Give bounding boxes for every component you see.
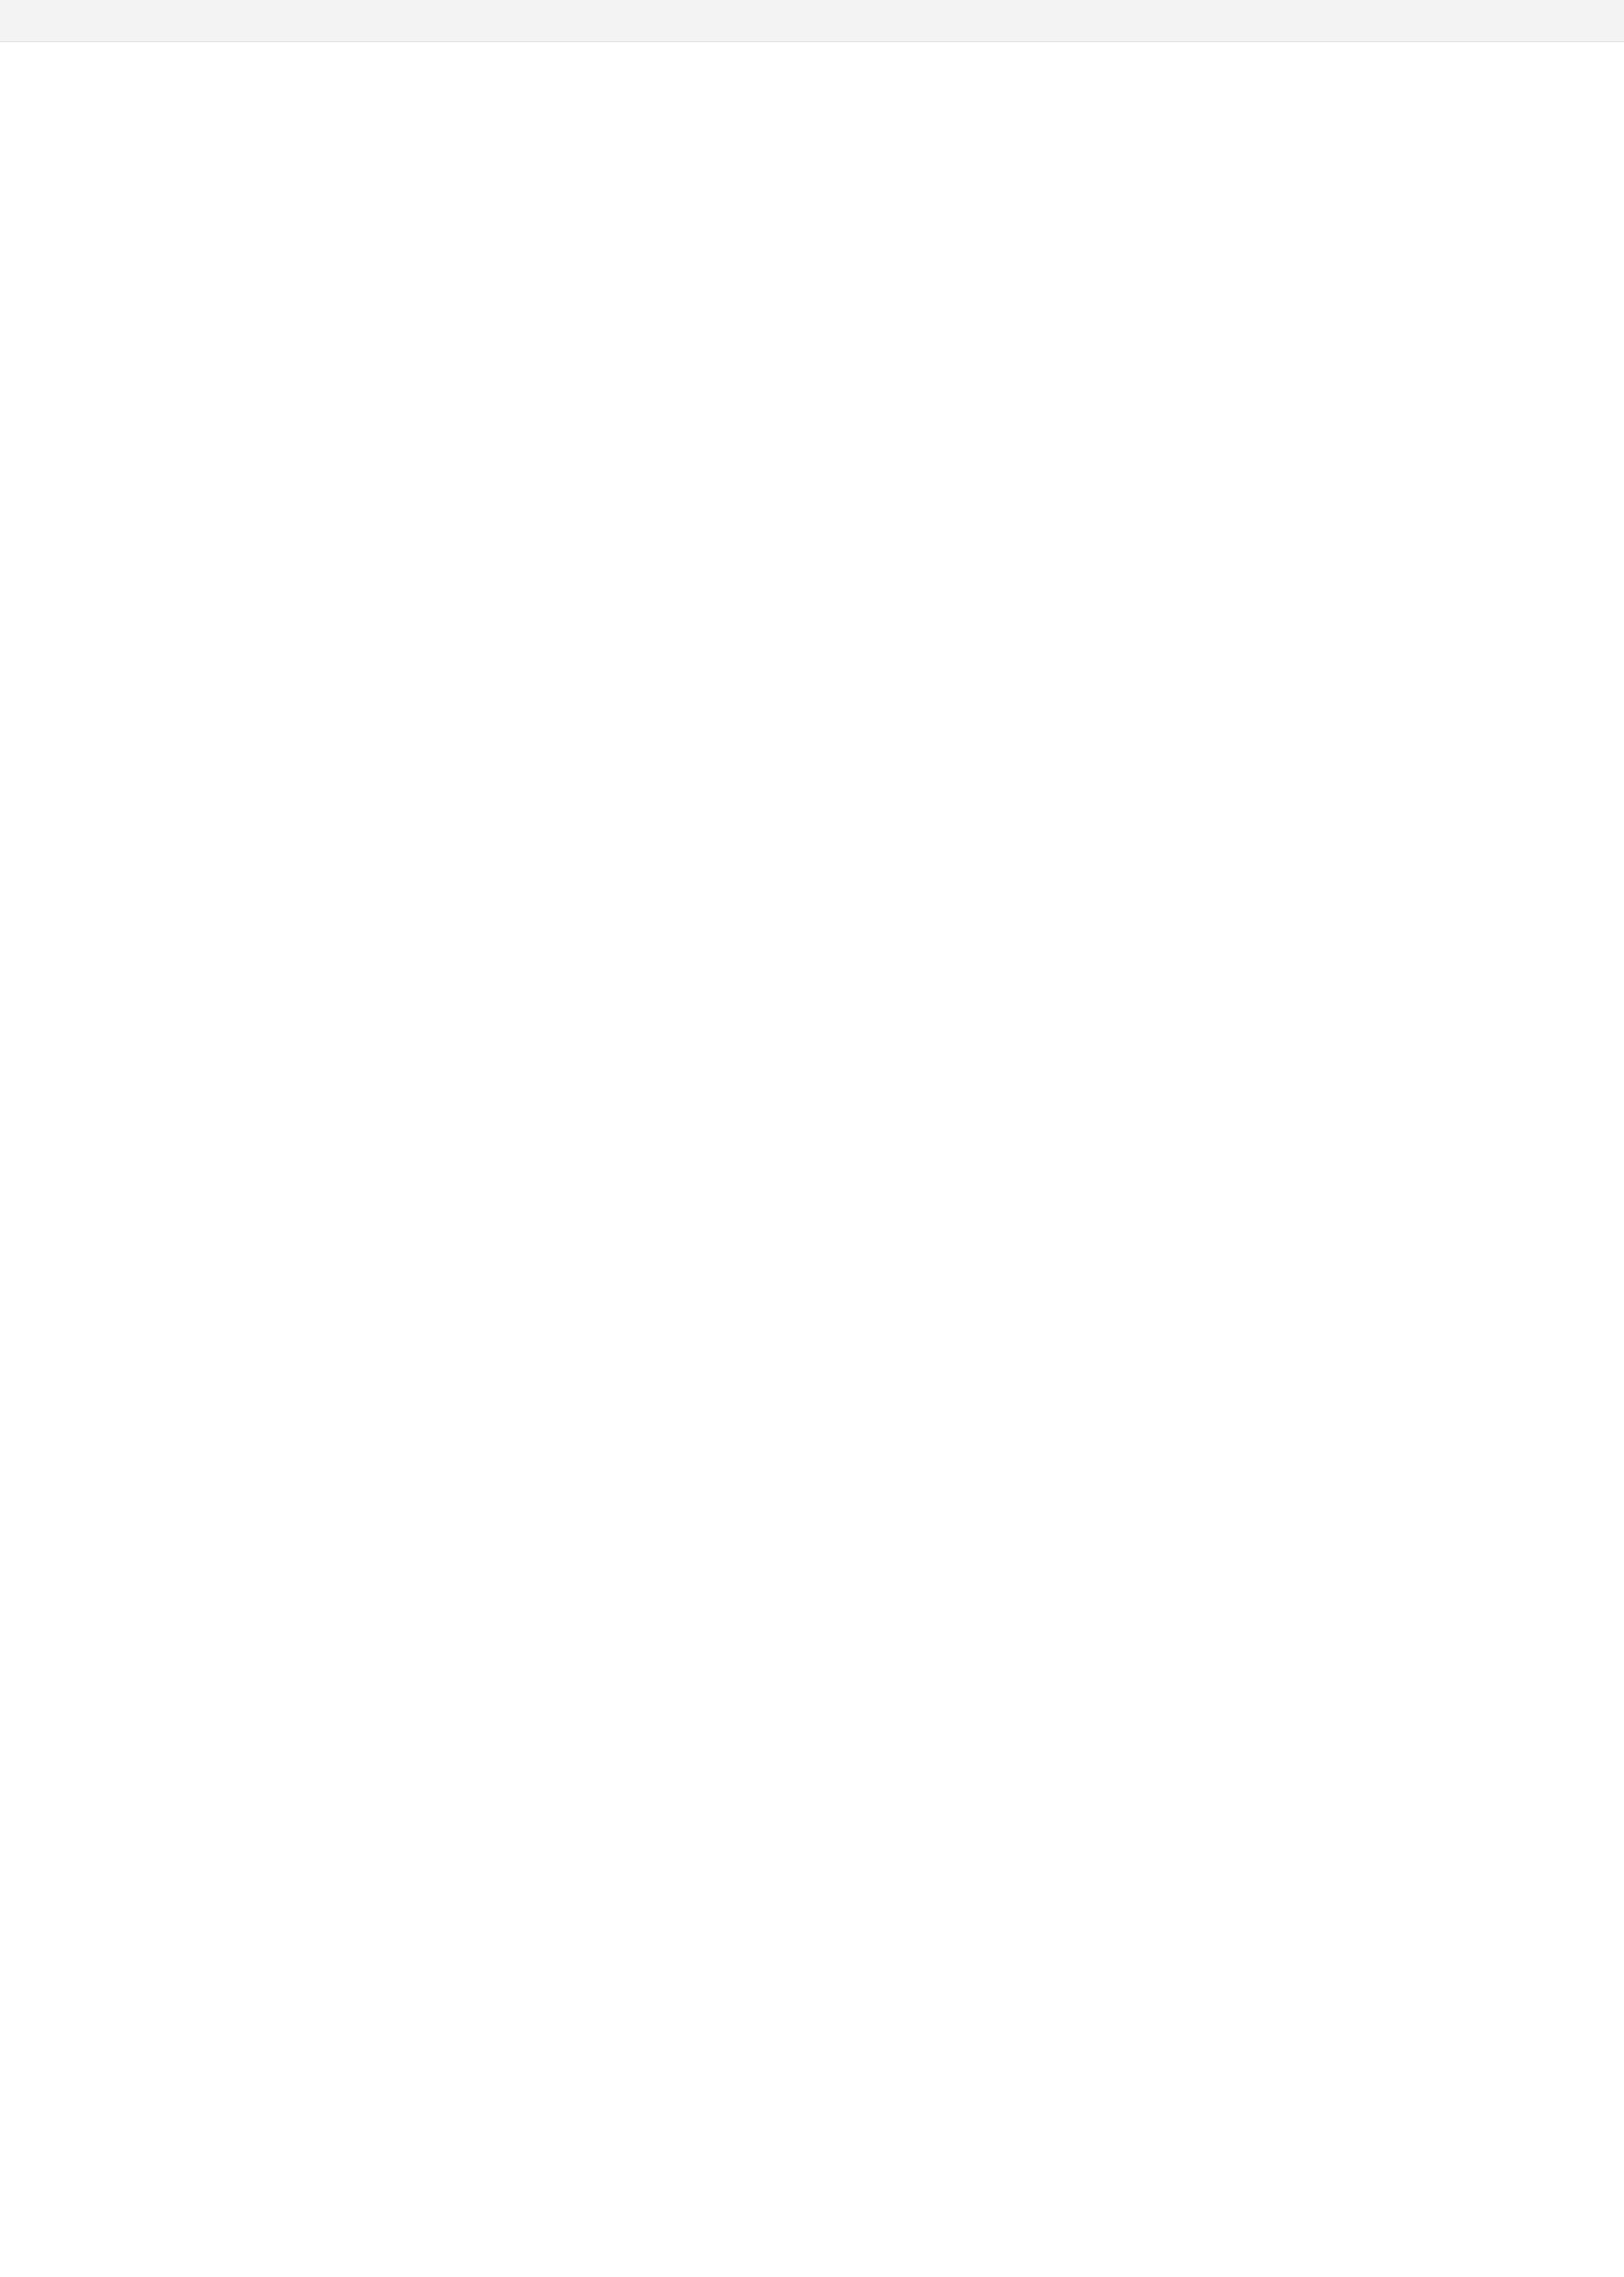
title-bar [0,0,1624,42]
main-content [0,42,1624,2277]
